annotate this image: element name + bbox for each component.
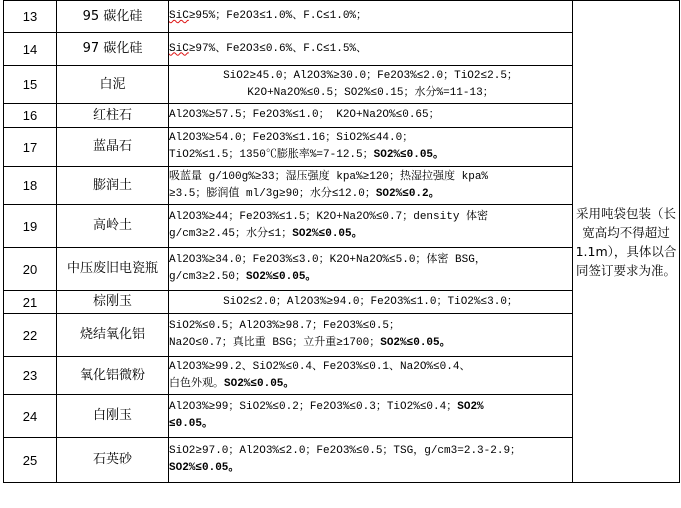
requirement-line xyxy=(169,294,572,311)
row-number: 24 xyxy=(4,395,57,438)
requirement-line xyxy=(169,335,572,352)
material-name: 高岭土 xyxy=(57,205,169,248)
material-requirements xyxy=(169,314,573,357)
bold-sulfur-spec: SO2%≤0.05。 xyxy=(169,462,240,474)
spec-text: SiO2≤2.0；Al2O3%≥94.0；Fe2O3%≤1.0；TiO2%≤3.0； xyxy=(223,295,518,308)
material-requirements xyxy=(169,104,573,128)
spec-table xyxy=(3,0,680,483)
bold-sulfur-spec: SO2%≤0.05。 xyxy=(292,228,363,240)
material-requirements xyxy=(169,167,573,205)
material-name: 红柱石 xyxy=(57,104,169,128)
material-requirements xyxy=(169,128,573,167)
row-number: 13 xyxy=(4,1,57,33)
row-number: 19 xyxy=(4,205,57,248)
material-requirements xyxy=(169,438,573,483)
material-requirements xyxy=(169,205,573,248)
row-number: 20 xyxy=(4,248,57,291)
spellcheck-word: SiC xyxy=(169,42,189,55)
row-number: 14 xyxy=(4,33,57,66)
row-number: 17 xyxy=(4,128,57,167)
spec-text: g/cm3≥2.50； xyxy=(169,271,247,283)
bold-sulfur-spec: ≤0.05。 xyxy=(169,418,214,430)
row-number: 22 xyxy=(4,314,57,357)
spec-text: TiO2%≤1.5；1350℃膨胀率%=7-12.5； xyxy=(169,149,374,161)
packaging-note: 采用吨袋包装（长宽高均不得超过1.1m），具体以合同签订要求为准。 xyxy=(573,1,680,483)
material-name: 氧化铝微粉 xyxy=(57,357,169,395)
requirement-line xyxy=(169,85,572,102)
requirement-line xyxy=(169,186,572,203)
requirement-line xyxy=(169,252,572,269)
material-name: 烧结氧化铝 xyxy=(57,314,169,357)
spellcheck-word: SiC xyxy=(169,10,189,22)
material-name: 膨润土 xyxy=(57,167,169,205)
requirement-line xyxy=(169,169,572,186)
requirement-line xyxy=(169,8,572,25)
spec-text: ≥97%、Fe2O3≤0.6%、F.C≤1.5%、 xyxy=(188,42,368,55)
requirement-line xyxy=(169,376,572,393)
material-name: 白泥 xyxy=(57,66,169,104)
bold-sulfur-spec: SO2% xyxy=(457,401,484,413)
spec-text: SiO2≥45.0；Al2O3%≥30.0；Fe2O3%≤2.0；TiO2≤2.5； xyxy=(223,69,518,82)
requirement-line xyxy=(169,41,572,58)
spec-text: Na2O≤0.7；真比重 BSG；立升重≥1700； xyxy=(169,337,381,349)
spec-text: K2O+Na2O%≤0.5；SO2%≤0.15；水分%=11-13； xyxy=(247,86,494,99)
material-name: 中压废旧电瓷瓶 xyxy=(57,248,169,291)
material-name: 95 碳化硅 xyxy=(57,1,169,33)
requirement-line xyxy=(169,107,572,124)
requirement-line xyxy=(169,269,572,286)
requirement-line xyxy=(169,147,572,164)
material-requirements xyxy=(169,291,573,314)
spec-text: 吸蓝量 g/100g%≥33；湿压强度 kpa%≥120；热湿拉强度 kpa% xyxy=(169,170,489,183)
material-requirements xyxy=(169,66,573,104)
bold-sulfur-spec: SO2%≤0.05。 xyxy=(224,377,295,390)
spec-text: ≥95%；Fe2O3≤1.0%、F.C≤1.0%； xyxy=(188,10,368,22)
spec-text: Al2O3%≥54.0；Fe2O3%≤1.16；SiO2%≤44.0； xyxy=(169,132,414,144)
spec-text: ≥3.5；膨润值 ml/3g≥90；水分≤12.0； xyxy=(169,187,376,200)
table-row xyxy=(4,1,680,33)
material-name: 石英砂 xyxy=(57,438,169,483)
material-name: 棕刚玉 xyxy=(57,291,169,314)
row-number: 18 xyxy=(4,167,57,205)
material-name: 白刚玉 xyxy=(57,395,169,438)
requirement-line xyxy=(169,460,572,477)
spec-text: 白色外观。 xyxy=(169,377,224,390)
requirement-line xyxy=(169,209,572,226)
spec-text: Al2O3%≥34.0；Fe2O3%≤3.0；K2O+Na2O%≤5.0；体密 BSG， xyxy=(169,254,486,266)
requirement-line xyxy=(169,226,572,243)
spec-text: Al2O3%≥99.2、SiO2%≤0.4、Fe2O3%≤0.1、Na2O%≤0.4、 xyxy=(169,360,471,373)
material-name: 蓝晶石 xyxy=(57,128,169,167)
requirement-line xyxy=(169,399,572,416)
material-requirements xyxy=(169,33,573,66)
spec-text: SiO2≥97.0；Al2O3%≤2.0；Fe2O3%≤0.5；TSG，g/cm3=2.3-2.9； xyxy=(169,445,522,457)
material-requirements xyxy=(169,1,573,33)
row-number: 15 xyxy=(4,66,57,104)
row-number: 23 xyxy=(4,357,57,395)
material-name: 97 碳化硅 xyxy=(57,33,169,66)
spec-text: g/cm3≥2.45；水分≤1； xyxy=(169,228,293,240)
spec-text: Al2O3%≥99；SiO2%≤0.2；Fe2O3%≤0.3；TiO2%≤0.4； xyxy=(169,401,458,413)
row-number: 16 xyxy=(4,104,57,128)
material-requirements xyxy=(169,357,573,395)
bold-sulfur-spec: SO2%≤0.2。 xyxy=(375,187,440,200)
requirement-line xyxy=(169,130,572,147)
requirement-line xyxy=(169,359,572,376)
requirement-line xyxy=(169,416,572,433)
bold-sulfur-spec: SO2%≤0.05。 xyxy=(373,149,445,161)
material-requirements xyxy=(169,248,573,291)
material-requirements xyxy=(169,395,573,438)
requirement-line xyxy=(169,318,572,335)
spec-text: Al2O3%≥57.5；Fe2O3%≤1.0； K2O+Na2O%≤0.65； xyxy=(169,109,440,121)
spec-text: Al2O3%≥44；Fe2O3%≤1.5；K2O+Na2O%≤0.7；density 体密 xyxy=(169,211,489,223)
bold-sulfur-spec: SO2%≤0.05。 xyxy=(246,271,317,283)
requirement-line xyxy=(169,443,572,460)
requirement-line xyxy=(169,68,572,85)
row-number: 25 xyxy=(4,438,57,483)
row-number: 21 xyxy=(4,291,57,314)
bold-sulfur-spec: SO2%≤0.05。 xyxy=(380,337,451,349)
spec-text: SiO2%≤0.5；Al2O3%≥98.7；Fe2O3%≤0.5； xyxy=(169,320,401,332)
